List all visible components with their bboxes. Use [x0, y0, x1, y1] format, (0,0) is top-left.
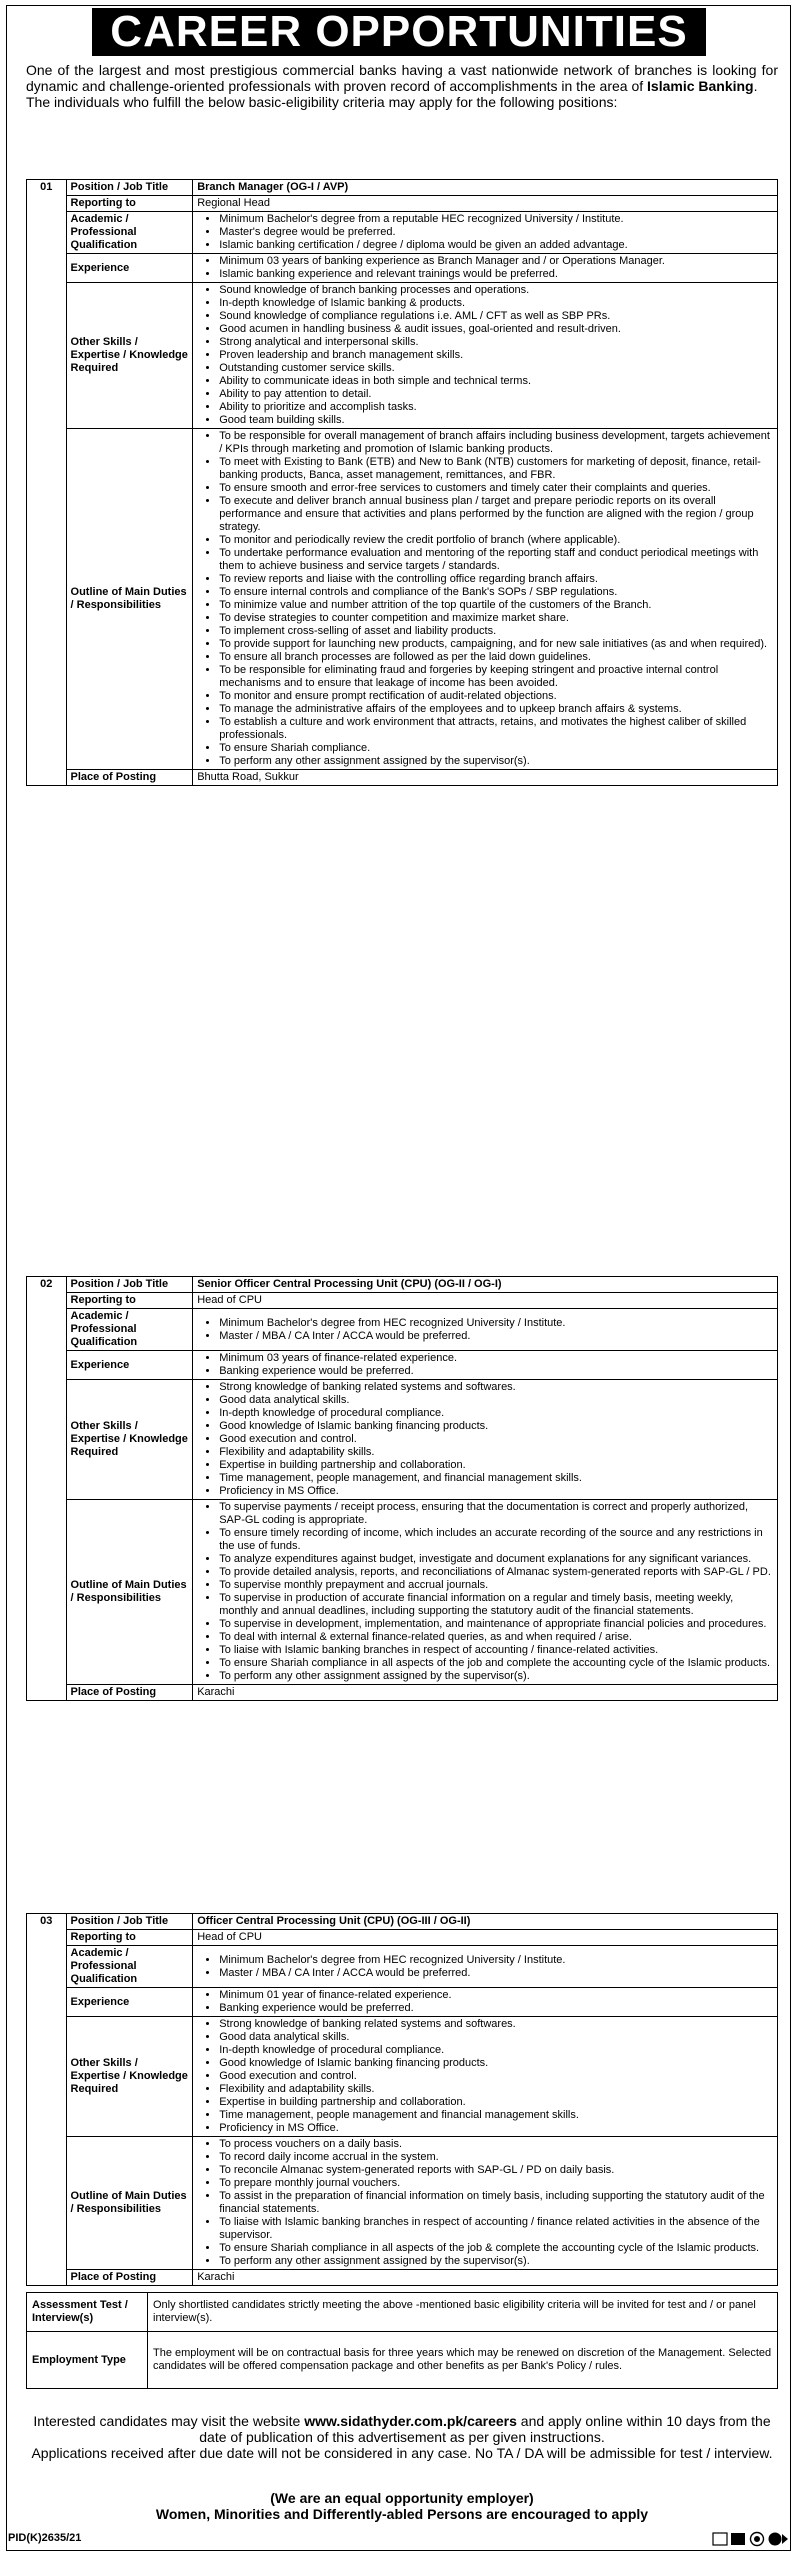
value-position: Branch Manager (OG-I / AVP)	[193, 180, 778, 196]
row-position	[27, 1277, 778, 1293]
bullet-item: • To supervise monthly prepayment and accrual journals.	[219, 1579, 773, 1592]
bullet-item: • In-depth knowledge of procedural compliance.	[219, 1407, 773, 1420]
page-title: CAREER OPPORTUNITIES	[92, 8, 706, 56]
bullet-item: • Good data analytical skills.	[219, 1394, 773, 1407]
bullet-item: • To monitor and ensure prompt rectification of audit-related objections.	[219, 690, 773, 703]
label-reporting: Reporting to	[66, 1930, 193, 1946]
bullet-item: • To perform any other assignment assigned by the supervisor(s).	[219, 1670, 773, 1683]
bullet-item: • In-depth knowledge of procedural compliance.	[219, 2044, 773, 2057]
bullet-item: • To provide detailed analysis, reports, and reconciliations of Almanac system-generated reports with SAP-GL / PD.	[219, 1566, 773, 1579]
employment-text: The employment will be on contractual basis for three years which may be renewed on discretion of the Management. Selected candidates will be offered compensation package and other benefits as per Bank's Policy / rules.	[148, 2332, 778, 2389]
bullet-item: • Strong knowledge of banking related systems and softwares.	[219, 1381, 773, 1394]
bullet-item: • To supervise in development, implementation, and maintenance of appropriate financial policies and procedures.	[219, 1618, 773, 1631]
bullet-item: • To supervise in production of accurate financial information on a regular and timely basis, meeting weekly, monthly and annual deadlines, including supporting the statutory audit of the financial statements.	[219, 1592, 773, 1618]
label-duties: Outline of Main Duties / Responsibilities	[66, 429, 193, 770]
bullet-item: • To ensure Shariah compliance.	[219, 742, 773, 755]
terms-table	[26, 2292, 778, 2389]
apply-website-link[interactable]: www.sidathyder.com.pk/careers	[304, 2413, 517, 2429]
row-academic	[27, 1946, 778, 1988]
equal-opportunity-line: (We are an equal opportunity employer)	[270, 2490, 534, 2506]
bullet-item: • To ensure all branch processes are followed as per the laid down guidelines.	[219, 651, 773, 664]
bullet-list	[197, 213, 773, 252]
position-number: 02	[27, 1277, 67, 1701]
bullet-list	[197, 2138, 773, 2268]
bullet-item: • Banking experience would be preferred.	[219, 1365, 773, 1378]
value-skills	[193, 1380, 778, 1500]
row-duties	[27, 2137, 778, 2270]
value-academic	[193, 1309, 778, 1351]
bullet-item: • Minimum 03 years of finance-related experience.	[219, 1352, 773, 1365]
label-posting: Place of Posting	[66, 2270, 193, 2286]
row-position	[27, 180, 778, 196]
value-duties	[193, 429, 778, 770]
bullet-item: • Master / MBA / CA Inter / ACCA would be preferred.	[219, 1967, 773, 1980]
intro-paragraph: One of the largest and most prestigious commercial banks having a vast nationwide network of branches is looking for dynamic and challenge-oriented professionals with proven record of accomplishments in the area of Islamic Banking. The individuals who fulfill the below basic-eligibility criteria may apply for the following positions:	[26, 62, 778, 110]
label-position: Position / Job Title	[66, 1277, 193, 1293]
value-experience	[193, 1351, 778, 1380]
bullet-item: • Proficiency in MS Office.	[219, 1485, 773, 1498]
logo-filled-icon	[731, 2533, 745, 2545]
label-posting: Place of Posting	[66, 770, 193, 786]
bullet-item: • Proficiency in MS Office.	[219, 2122, 773, 2135]
label-reporting: Reporting to	[66, 1293, 193, 1309]
bullet-item: • Master / MBA / CA Inter / ACCA would be preferred.	[219, 1330, 773, 1343]
logo-arrow-icon	[782, 2534, 788, 2544]
intro-text: One of the largest and most prestigious commercial banks having a vast nationwide network of branches is looking for dynamic and challenge-oriented professionals with proven record of accomplishments in the area of	[26, 62, 778, 94]
bullet-item: • To ensure Shariah compliance in all aspects of the job and complete the accounting cycle of the Islamic products.	[219, 1657, 773, 1670]
bullet-item: • To liaise with Islamic banking branches in respect of accounting / finance related activities in the absence of the supervisor.	[219, 2216, 773, 2242]
value-reporting: Regional Head	[193, 196, 778, 212]
bullet-item: • Good knowledge of Islamic banking financing products.	[219, 1420, 773, 1433]
bullet-item: • Minimum Bachelor's degree from a reputable HEC recognized University / Institute.	[219, 213, 773, 226]
bullet-item: • Outstanding customer service skills.	[219, 362, 773, 375]
bullet-item: • In-depth knowledge of Islamic banking & products.	[219, 297, 773, 310]
bullet-item: • To ensure internal controls and compliance of the Bank's SOPs / SBP regulations.	[219, 586, 773, 599]
bullet-list	[197, 1381, 773, 1498]
row-reporting	[27, 196, 778, 212]
apply-late-note: Applications received after due date will not be considered in any case. No TA / DA will be admissible for test / interview.	[31, 2445, 773, 2461]
bullet-item: • Good team building skills.	[219, 414, 773, 427]
row-posting	[27, 1685, 778, 1701]
bullet-item: • To assist in the preparation of financial information on timely basis, including supporting the statutory audit of the financial statements.	[219, 2190, 773, 2216]
bullet-item: • Banking experience would be preferred.	[219, 2002, 773, 2015]
equal-opportunity	[26, 2490, 778, 2522]
value-duties	[193, 1500, 778, 1685]
apply-prefix: Interested candidates may visit the website	[33, 2413, 301, 2429]
assessment-text: Only shortlisted candidates strictly meeting the above -mentioned basic eligibility criteria will be invited for test and / or panel interview(s).	[148, 2293, 778, 2332]
label-duties: Outline of Main Duties / Responsibilities	[66, 2137, 193, 2270]
row-academic	[27, 1309, 778, 1351]
row-duties	[27, 429, 778, 770]
position-table	[26, 1913, 778, 2286]
bullet-item: • Proven leadership and branch management skills.	[219, 349, 773, 362]
bullet-item: • Minimum Bachelor's degree from HEC recognized University / Institute.	[219, 1954, 773, 1967]
bullet-list	[197, 1954, 773, 1980]
bullet-item: • To monitor and periodically review the credit portfolio of branch (where applicable).	[219, 534, 773, 547]
bullet-item: • Minimum 03 years of banking experience as Branch Manager and / or Operations Manager.	[219, 255, 773, 268]
bullet-list	[197, 2018, 773, 2135]
row-academic	[27, 212, 778, 254]
bullet-item: • To perform any other assignment assigned by the supervisor(s).	[219, 755, 773, 768]
bullet-item: • To prepare monthly journal vouchers.	[219, 2177, 773, 2190]
bullet-item: • Islamic banking experience and relevant trainings would be preferred.	[219, 268, 773, 281]
assessment-row	[27, 2293, 778, 2332]
bullet-item: • To deal with internal & external finance-related queries, as and when required / arise.	[219, 1631, 773, 1644]
bullet-item: • To devise strategies to counter competition and maximize market share.	[219, 612, 773, 625]
label-posting: Place of Posting	[66, 1685, 193, 1701]
bullet-list	[197, 284, 773, 427]
bullet-list	[197, 1352, 773, 1378]
row-skills	[27, 283, 778, 429]
label-position: Position / Job Title	[66, 1914, 193, 1930]
row-position	[27, 1914, 778, 1930]
bullet-item: • To perform any other assignment assigned by the supervisor(s).	[219, 2255, 773, 2268]
bullet-item: • To be responsible for overall management of branch affairs including business development, targets achievement / KPIs through marketing and promotion of Islamic banking products.	[219, 430, 773, 456]
bullet-item: • To undertake performance evaluation and mentoring of the reporting staff and conduct periodical meetings with them to achieve business and service targets / standards.	[219, 547, 773, 573]
value-experience	[193, 1988, 778, 2017]
position-table	[26, 179, 778, 786]
bullet-item: • Time management, people management, and financial management skills.	[219, 1472, 773, 1485]
row-skills	[27, 1380, 778, 1500]
value-skills	[193, 2017, 778, 2137]
employment-row	[27, 2332, 778, 2389]
footer-logo-icons	[712, 2530, 790, 2548]
bullet-item: • To minimize value and number attrition of the top quartile of the customers of the Branch.	[219, 599, 773, 612]
label-experience: Experience	[66, 1988, 193, 2017]
bullet-item: • Sound knowledge of branch banking processes and operations.	[219, 284, 773, 297]
intro-eligibility: The individuals who fulfill the below basic-eligibility criteria may apply for the following positions:	[26, 94, 618, 110]
value-reporting: Head of CPU	[193, 1293, 778, 1309]
bullet-list	[197, 430, 773, 768]
value-skills	[193, 283, 778, 429]
bullet-item: • Sound knowledge of compliance regulations i.e. AML / CFT as well as SBP PRs.	[219, 310, 773, 323]
label-skills: Other Skills / Expertise / Knowledge Required	[66, 2017, 193, 2137]
bullet-item: • To analyze expenditures against budget, investigate and document explanations for any significant variances.	[219, 1553, 773, 1566]
row-experience	[27, 1351, 778, 1380]
bullet-item: • Good execution and control.	[219, 2070, 773, 2083]
bullet-item: • Ability to communicate ideas in both simple and technical terms.	[219, 375, 773, 388]
bullet-item: • To ensure timely recording of income, which includes an accurate recording of the source and any restrictions in the use of funds.	[219, 1527, 773, 1553]
label-academic: Academic / Professional Qualification	[66, 1309, 193, 1351]
bullet-item: • Flexibility and adaptability skills.	[219, 2083, 773, 2096]
bullet-item: • To reconcile Almanac system-generated reports with SAP-GL / PD on daily basis.	[219, 2164, 773, 2177]
label-academic: Academic / Professional Qualification	[66, 1946, 193, 1988]
bullet-list	[197, 1989, 773, 2015]
label-experience: Experience	[66, 1351, 193, 1380]
bullet-item: • To provide support for launching new products, campaigning, and for new sale initiatives (as and when required).	[219, 638, 773, 651]
row-posting	[27, 770, 778, 786]
bullet-item: • Good execution and control.	[219, 1433, 773, 1446]
bullet-item: • Master's degree would be preferred.	[219, 226, 773, 239]
apply-suffix: and apply online within 10 days from the date of publication of this advertisement as per given instructions.	[199, 2413, 771, 2445]
bullet-item: • Flexibility and adaptability skills.	[219, 1446, 773, 1459]
label-reporting: Reporting to	[66, 196, 193, 212]
pid-code: PID(K)2635/21	[8, 2532, 82, 2544]
value-posting: Bhutta Road, Sukkur	[193, 770, 778, 786]
position-number: 03	[27, 1914, 67, 2286]
bullet-list	[197, 1501, 773, 1683]
bullet-item: • Expertise in building partnership and collaboration.	[219, 2096, 773, 2109]
label-duties: Outline of Main Duties / Responsibilities	[66, 1500, 193, 1685]
bullet-item: • Strong analytical and interpersonal skills.	[219, 336, 773, 349]
row-posting	[27, 2270, 778, 2286]
row-experience	[27, 254, 778, 283]
bullet-item: • Expertise in building partnership and collaboration.	[219, 1459, 773, 1472]
bullet-item: • To establish a culture and work environment that attracts, retains, and motivates the highest caliber of skilled professionals.	[219, 716, 773, 742]
value-academic	[193, 212, 778, 254]
bullet-item: • To be responsible for eliminating fraud and forgeries by keeping stringent and proactive internal control mechanisms and to ensure that leakage of income has been avoided.	[219, 664, 773, 690]
row-reporting	[27, 1293, 778, 1309]
intro-emphasis: Islamic Banking	[647, 78, 754, 94]
bullet-item: • To manage the administrative affairs of the employees and to upkeep branch affairs & systems.	[219, 703, 773, 716]
position-table	[26, 1276, 778, 1701]
label-skills: Other Skills / Expertise / Knowledge Required	[66, 1380, 193, 1500]
bullet-item: • Good acumen in handling business & audit issues, goal-oriented and result-driven.	[219, 323, 773, 336]
value-academic	[193, 1946, 778, 1988]
label-position: Position / Job Title	[66, 180, 193, 196]
bullet-item: • To liaise with Islamic banking branches in respect of accounting / finance-related activities.	[219, 1644, 773, 1657]
value-posting: Karachi	[193, 1685, 778, 1701]
bullet-item: • Time management, people management and financial management skills.	[219, 2109, 773, 2122]
value-experience	[193, 254, 778, 283]
logo-box-icon	[713, 2533, 727, 2545]
bullet-item: • Ability to prioritize and accomplish tasks.	[219, 401, 773, 414]
bullet-item: • Good data analytical skills.	[219, 2031, 773, 2044]
bullet-list	[197, 255, 773, 281]
bullet-item: • To record daily income accrual in the system.	[219, 2151, 773, 2164]
row-skills	[27, 2017, 778, 2137]
row-reporting	[27, 1930, 778, 1946]
label-academic: Academic / Professional Qualification	[66, 212, 193, 254]
apply-instructions	[26, 2413, 778, 2461]
row-experience	[27, 1988, 778, 2017]
logo-round-icon	[769, 2533, 782, 2546]
bullet-item: • To execute and deliver branch annual business plan / target and prepare periodic reports on its overall performance and ensure that activities and plans performed by the function are aligned with the region / group strategy.	[219, 495, 773, 534]
position-number: 01	[27, 180, 67, 786]
label-skills: Other Skills / Expertise / Knowledge Required	[66, 283, 193, 429]
bullet-item: • Ability to pay attention to detail.	[219, 388, 773, 401]
value-posting: Karachi	[193, 2270, 778, 2286]
bullet-item: • Good knowledge of Islamic banking financing products.	[219, 2057, 773, 2070]
bullet-list	[197, 1317, 773, 1343]
bullet-item: • Minimum 01 year of finance-related experience.	[219, 1989, 773, 2002]
label-experience: Experience	[66, 254, 193, 283]
bullet-item: • Strong knowledge of banking related systems and softwares.	[219, 2018, 773, 2031]
bullet-item: • To implement cross-selling of asset and liability products.	[219, 625, 773, 638]
bullet-item: • To ensure smooth and error-free services to customers and timely cater their complaints and queries.	[219, 482, 773, 495]
bullet-item: • To meet with Existing to Bank (ETB) and New to Bank (NTB) customers for marketing of deposit, finance, retail-banking products, Banca, asset management, remittances, and FBR.	[219, 456, 773, 482]
bullet-item: • To review reports and liaise with the controlling office regarding branch affairs.	[219, 573, 773, 586]
encouraged-line: Women, Minorities and Differently-abled Persons are encouraged to apply	[155, 2506, 649, 2522]
value-position: Officer Central Processing Unit (CPU) (OG-III / OG-II)	[193, 1914, 778, 1930]
bullet-item: • To process vouchers on a daily basis.	[219, 2138, 773, 2151]
bullet-item: • Islamic banking certification / degree / diploma would be given an added advantage.	[219, 239, 773, 252]
bullet-item: • To ensure Shariah compliance in all aspects of the job & complete the accounting cycle of the Islamic products.	[219, 2242, 773, 2255]
value-reporting: Head of CPU	[193, 1930, 778, 1946]
bullet-item: • To supervise payments / receipt process, ensuring that the documentation is correct and properly authorized, SAP-GL coding is appropriate.	[219, 1501, 773, 1527]
row-duties	[27, 1500, 778, 1685]
employment-label: Employment Type	[27, 2332, 148, 2389]
bullet-item: • Minimum Bachelor's degree from HEC recognized University / Institute.	[219, 1317, 773, 1330]
assessment-label: Assessment Test / Interview(s)	[27, 2293, 148, 2332]
value-position: Senior Officer Central Processing Unit (CPU) (OG-II / OG-I)	[193, 1277, 778, 1293]
value-duties	[193, 2137, 778, 2270]
